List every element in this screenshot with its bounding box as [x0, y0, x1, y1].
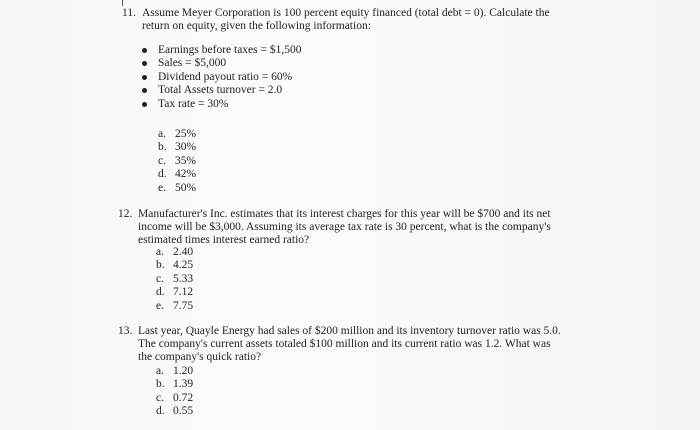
choice-text: 30% [175, 141, 197, 154]
question-13-choice-d [156, 405, 193, 418]
choice-letter: c. [156, 272, 164, 285]
question-12-choices [156, 246, 193, 313]
question-12-number: 12. [118, 208, 133, 220]
question-12-choice-d [156, 286, 193, 299]
choice-letter: b. [158, 141, 167, 154]
choice-text: 35% [175, 154, 197, 167]
given-tax-rate: Tax rate = 30% [140, 98, 302, 111]
question-12-line-1: Manufacturer's Inc. estimates that its interest charges for this year will be $700 and its net [138, 208, 551, 220]
choice-letter: b. [156, 378, 165, 391]
choice-text: 7.75 [173, 299, 194, 312]
question-12-line-2: income will be $3,000. Assuming its average tax rate is 30 percent, what is the company's [138, 221, 551, 233]
given-sales: Sales = $5,000 [140, 57, 302, 70]
question-11-number: 11. [122, 7, 136, 19]
given-asset-turnover: Total Assets turnover = 2.0 [140, 84, 302, 97]
choice-letter: d. [158, 168, 167, 181]
question-13-line-1: Last year, Quayle Energy had sales of $200 million and its inventory turnover ratio was 5.0. [138, 325, 561, 337]
question-13-choice-b [156, 378, 193, 391]
question-13-choice-c [156, 392, 193, 405]
question-13-number: 13. [118, 325, 133, 337]
question-13-line-3: the company's quick ratio? [138, 351, 262, 363]
choice-letter: e. [156, 299, 164, 312]
question-11-choice-d [158, 168, 196, 181]
choice-letter: d. [156, 405, 165, 418]
question-11-choices [158, 128, 196, 195]
choice-letter: c. [156, 391, 164, 404]
choice-text: 2.40 [173, 246, 194, 258]
choice-text: 50% [175, 181, 197, 194]
margin-mark [122, 0, 123, 6]
question-11-given-list [140, 44, 302, 111]
question-11-choice-c [158, 155, 196, 168]
choice-letter: a. [156, 246, 164, 258]
choice-letter: e. [158, 181, 166, 194]
question-11-choice-b [158, 141, 196, 154]
question-12-choice-a [156, 246, 193, 259]
choice-letter: d. [156, 286, 165, 299]
choice-text: 42% [175, 168, 197, 181]
given-earnings-before-taxes: Earnings before taxes = $1,500 [140, 44, 302, 57]
question-11-line-1: Assume Meyer Corporation is 100 percent equity financed (total debt = 0). Calculate the [142, 7, 550, 19]
question-11-stem [122, 7, 550, 33]
question-11-choice-e [158, 182, 196, 195]
choice-letter: a. [158, 128, 166, 140]
given-dividend-payout: Dividend payout ratio = 60% [140, 71, 302, 84]
choice-text: 0.55 [173, 405, 194, 418]
question-11-line-2: return on equity, given the following information: [142, 20, 371, 32]
question-12-choice-e [156, 300, 193, 313]
question-12-choice-c [156, 273, 193, 286]
choice-text: 1.39 [173, 378, 194, 391]
question-13-choices [156, 365, 193, 419]
question-13-choice-a [156, 365, 193, 378]
choice-text: 5.33 [173, 272, 194, 285]
choice-text: 7.12 [173, 286, 194, 299]
question-11-choice-a [158, 128, 196, 141]
choice-letter: b. [156, 259, 165, 272]
question-12-choice-b [156, 259, 193, 272]
choice-letter: a. [156, 365, 164, 377]
choice-text: 1.20 [173, 365, 194, 377]
question-13-stem [118, 325, 561, 364]
question-12-line-3: estimated times interest earned ratio? [138, 234, 310, 246]
question-13-line-2: The company's current assets totaled $100 million and its current ratio was 1.2. What was [138, 338, 551, 350]
choice-text: 0.72 [173, 391, 194, 404]
choice-text: 25% [175, 128, 197, 140]
choice-text: 4.25 [173, 259, 194, 272]
choice-letter: c. [158, 154, 166, 167]
question-12-stem [118, 208, 551, 247]
